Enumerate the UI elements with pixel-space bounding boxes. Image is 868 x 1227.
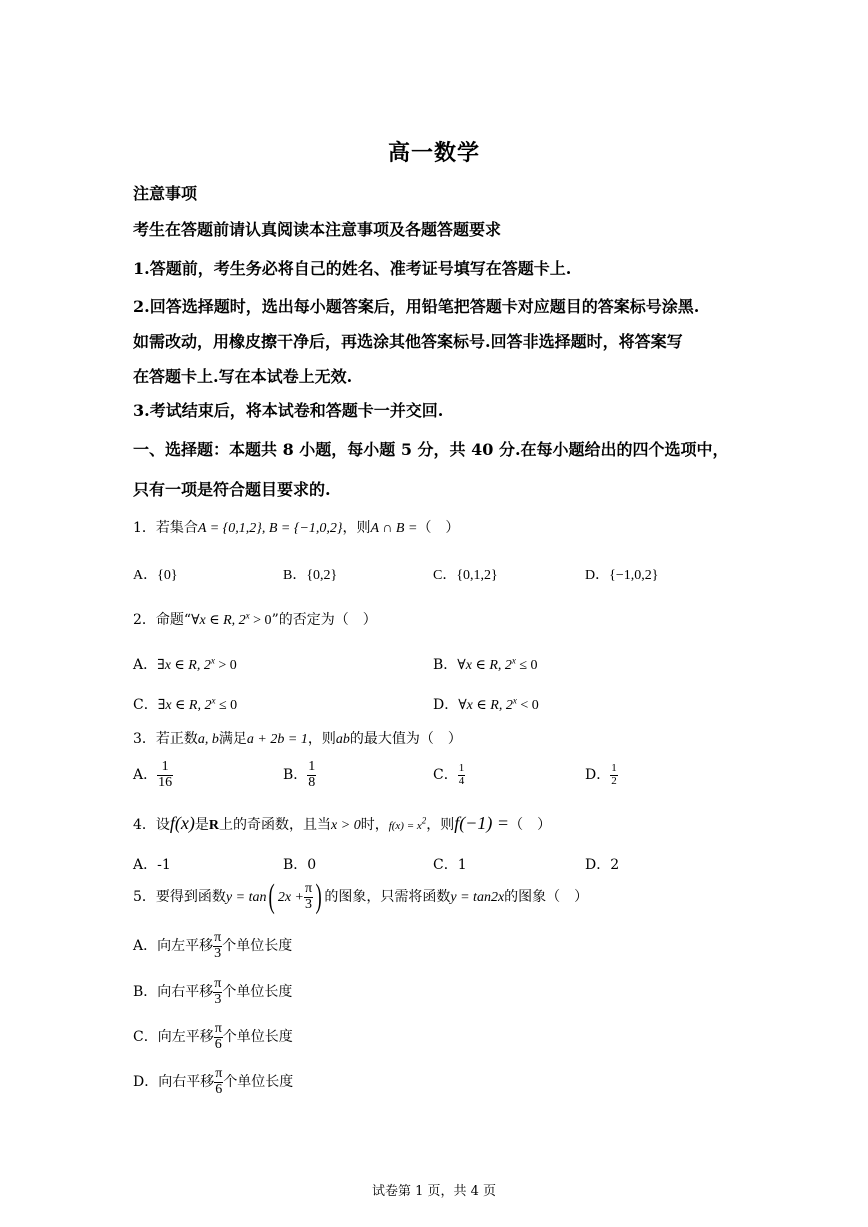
q4-prefix: 4．设 <box>133 817 170 833</box>
notice-item-1: 1.答题前，考生务必将自己的姓名、准考证号填写在答题卡上. <box>133 259 572 278</box>
q5-option-b-fraction <box>213 977 222 1007</box>
q5-left-paren: ( <box>269 878 276 915</box>
q5-right-paren: ) <box>315 878 322 915</box>
q4-def-exp: 2 <box>421 815 427 826</box>
q2-option-d-exp: x <box>512 695 517 706</box>
q2-option-b <box>433 654 538 674</box>
q2-expr-tail: > 0 <box>249 613 272 628</box>
q1-option-c: C．{0,1,2} <box>433 568 498 583</box>
q3-option-d <box>585 763 618 787</box>
q4-fx: f(x) <box>169 813 195 833</box>
question-1 <box>133 517 459 537</box>
q3-option-c-fraction <box>458 763 466 787</box>
q5-option-c-fraction <box>214 1022 223 1052</box>
q5-option-a-num: π <box>214 930 222 945</box>
q5-option-d-num: π <box>215 1066 223 1081</box>
q3-cond: a + 2b = 1 <box>246 732 308 747</box>
page-title: 高一数学 <box>387 140 480 166</box>
notice-heading: 注意事项 <box>133 184 198 203</box>
q5-pi: π <box>304 880 313 896</box>
q4-target: f(−1) = <box>454 813 510 833</box>
q5-option-a-label: A．向左平移 <box>133 938 214 955</box>
q5-option-a-tail: 个单位长度 <box>222 938 293 955</box>
q5-inner: 2x + <box>277 890 304 905</box>
q5-suffix: 的图象（ ） <box>504 889 589 905</box>
notice-item-2: 2.回答选择题时，选出每小题答案后，用铅笔把答题卡对应题目的答案标号涂黑. <box>133 297 700 316</box>
q3-target: ab <box>335 732 350 747</box>
q3-option-a-den: 16 <box>158 774 173 790</box>
q5-option-a-fraction <box>213 931 222 961</box>
q5-option-b-tail: 个单位长度 <box>222 984 293 1001</box>
q3-suffix: 的最大值为（ ） <box>349 731 462 747</box>
section-heading-line1: 一、选择题：本题共 8 小题，每小题 5 分，共 40 分.在每小题给出的四个选项中， <box>133 440 729 459</box>
notice-item-2-cont: 如需改动，用橡皮擦干净后，再选涂其他答案标号.回答非选择题时，将答案写 <box>133 332 683 351</box>
q3-option-c-den: 4 <box>458 774 465 787</box>
q1-option-b: B．{0,2} <box>283 568 338 583</box>
section-heading-line2: 只有一项是符合题目要求的. <box>133 480 331 499</box>
q5-option-d-den: 6 <box>215 1081 223 1097</box>
q4-def: f(x) = x <box>388 820 422 832</box>
q2-option-c-text: ∃x ∈ R, 2 <box>157 698 212 713</box>
q5-option-b-label: B．向右平移 <box>133 984 214 1001</box>
q3-option-b-label: B． <box>283 767 308 784</box>
q5-function: y = tan <box>225 890 267 905</box>
notice-intro: 考生在答题前请认真阅读本注意事项及各题答题要求 <box>133 220 502 239</box>
q2-option-a-exp: x <box>210 655 215 666</box>
q3-option-d-label: D． <box>585 767 611 784</box>
q3-option-b <box>283 760 316 790</box>
page-footer: 试卷第 1 页，共 4 页 <box>371 1184 497 1199</box>
q2-option-c-exp: x <box>211 695 216 706</box>
q2-option-a-tail: > 0 <box>214 658 237 673</box>
q2-option-b-tail: ≤ 0 <box>515 658 538 673</box>
q4-option-c: C．1 <box>433 857 467 873</box>
q2-expr: ∀x ∈ R, 2 <box>191 613 246 628</box>
q3-mid2: ，则 <box>307 731 336 747</box>
q3-option-b-fraction <box>307 760 316 790</box>
q3-option-b-den: 8 <box>308 774 316 790</box>
q5-option-a-den: 3 <box>214 945 222 961</box>
q1-prefix: 1．若集合 <box>133 520 198 536</box>
q1-suffix: ，则 <box>342 520 371 536</box>
q2-option-d <box>433 694 539 714</box>
q4-option-d: D．2 <box>585 857 620 873</box>
q2-option-a-text: ∃x ∈ R, 2 <box>157 658 211 673</box>
q3-option-a <box>133 760 173 790</box>
question-4 <box>133 813 551 834</box>
question-5 <box>133 880 588 914</box>
q2-option-c-label: C． <box>133 697 158 713</box>
q2-prefix: 2．命题“ <box>133 612 192 628</box>
q3-option-b-num: 1 <box>308 759 316 774</box>
q2-option-a <box>133 654 237 674</box>
q2-option-c <box>133 694 237 714</box>
q5-option-b <box>133 977 292 1007</box>
q5-option-c-tail: 个单位长度 <box>222 1029 293 1046</box>
q5-option-d-fraction <box>214 1067 223 1097</box>
q2-suffix: ”的否定为（ ） <box>271 612 377 628</box>
q4-real-set: R <box>208 818 220 833</box>
q5-option-b-num: π <box>214 976 222 991</box>
q5-function-2: y = tan2x <box>450 890 505 905</box>
q4-mid: 是 <box>194 817 209 833</box>
q2-option-b-label: B． <box>433 657 458 673</box>
q3-option-d-fraction <box>610 763 618 787</box>
q3-option-a-fraction <box>157 760 173 790</box>
q1-expr: A ∩ B = <box>370 521 418 536</box>
question-2 <box>133 609 377 629</box>
q5-option-c-num: π <box>214 1021 222 1036</box>
q5-option-d <box>133 1067 293 1097</box>
q3-vars: a, b <box>197 732 219 747</box>
question-3 <box>133 728 462 748</box>
q5-option-a <box>133 931 292 961</box>
q5-option-b-den: 3 <box>214 991 222 1007</box>
q3-option-c <box>433 763 465 787</box>
q4-option-a: A．-1 <box>133 857 171 873</box>
q2-option-b-text: ∀x ∈ R, 2 <box>457 658 512 673</box>
q5-inner-fraction <box>304 882 313 912</box>
q1-option-a: A．{0} <box>133 568 178 583</box>
q3-option-c-label: C． <box>433 767 458 784</box>
q5-prefix: 5．要得到函数 <box>133 889 226 905</box>
q3-prefix: 3．若正数 <box>133 731 198 747</box>
q3-option-d-num: 1 <box>611 762 617 774</box>
q4-cond: x > 0 <box>331 818 361 833</box>
q4-mid3: 时， <box>360 817 389 833</box>
q2-exp: x <box>245 610 250 621</box>
q4-mid2: 上的奇函数，且当 <box>219 817 332 833</box>
q4-paren: （ ） <box>509 817 552 833</box>
q3-option-d-den: 2 <box>611 774 617 787</box>
q3-mid: 满足 <box>218 731 247 747</box>
q4-mid4: ，则 <box>426 817 455 833</box>
q2-option-a-label: A． <box>133 657 158 673</box>
notice-item-3: 3.考试结束后，将本试卷和答题卡一并交回. <box>133 401 444 420</box>
q3-option-a-label: A． <box>133 767 158 784</box>
q2-option-c-tail: ≤ 0 <box>215 698 238 713</box>
q2-option-b-exp: x <box>511 655 516 666</box>
q5-option-c <box>133 1022 293 1052</box>
q1-option-d: D．{−1,0,2} <box>585 568 659 583</box>
q1-sets: A = {0,1,2}, B = {−1,0,2} <box>197 521 343 536</box>
q5-option-c-label: C．向左平移 <box>133 1029 214 1046</box>
q1-paren: （ ） <box>417 520 460 536</box>
notice-item-2-cont2: 在答题卡上.写在本试卷上无效. <box>133 367 353 386</box>
q2-option-d-label: D． <box>433 697 459 713</box>
q3-option-a-num: 1 <box>157 760 173 776</box>
q2-option-d-text: ∀x ∈ R, 2 <box>458 698 513 713</box>
q2-option-d-tail: < 0 <box>516 698 539 713</box>
q5-option-c-den: 6 <box>214 1036 222 1052</box>
q4-option-b: B．0 <box>283 857 317 873</box>
q5-mid: 的图象，只需将函数 <box>324 889 451 905</box>
q3-option-c-num: 1 <box>458 762 465 774</box>
q5-den: 3 <box>305 896 313 912</box>
q5-option-d-label: D．向右平移 <box>133 1074 215 1091</box>
q5-option-d-tail: 个单位长度 <box>223 1074 294 1091</box>
